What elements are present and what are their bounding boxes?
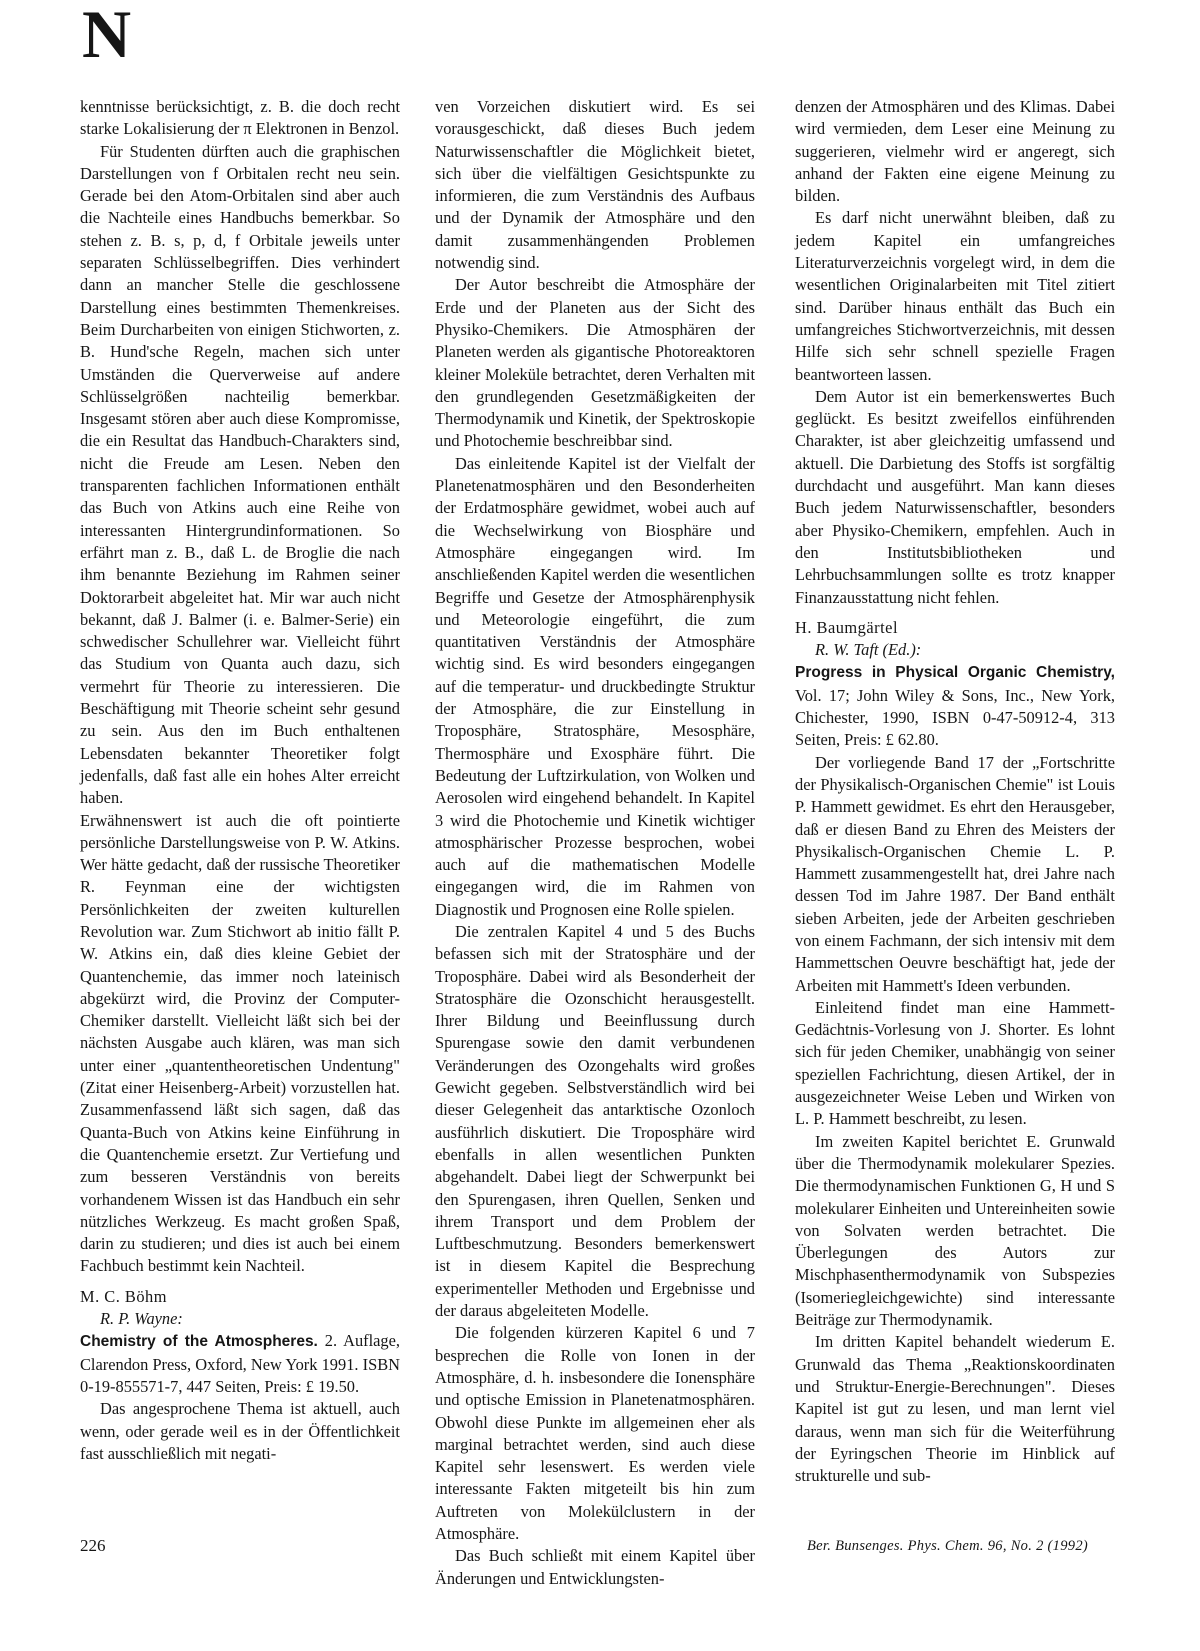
column-3 [795, 96, 1115, 1487]
paragraph: Für Studenten dürften auch die graphischen Darstellungen von f Orbitalen recht neu sein. Gerade bei den Atom-Orbitalen sind aber auch die Nachteile eines Handbuchs bemerkbar. So stehen z. B. s, p, d, f Orbitale jeweils unter separaten Schlüsselbegriffen. Dies verhindert dann an mancher Stelle die geschlossene Darstellung eines bestimmten Themenkreises. Beim Durcharbeiten von einigen Stichworten, z. B. Hund'sche Regeln, machen sich unter Umständen die Querverweise auf andere Schlüsselgrößen nachteilig bemerkbar. Insgesamt stören aber auch diese Kompromisse, die ein Resultat das Handbuch-Charakters sind, nicht die Freude am Lesen. Neben den transparenten fachlichen Informationen enthält das Buch von Atkins auch eine Reihe von interessanten Hintergrundinformationen. So erfährt man z. B., daß L. de Broglie die nach ihm benannte Beziehung im Rahmen seiner Doktorarbeit abgeleitet hat. Mir war auch nicht bekannt, daß J. Balmer (i. e. Balmer-Serie) ein schwedischer Schullehrer war. Vielleicht führt das Studium von Quanta auch dazu, sich vermehrt für Theorie zu interessieren. Die Beschäftigung mit Theorie scheint sehr gesund zu sein. Aus den im Buch enthaltenen Lebensdaten bekannter Theoretiker folgt jedenfalls, daß fast alle ein hohes Alter erreicht haben. [80, 141, 400, 808]
paragraph: Es darf nicht unerwähnt bleiben, daß zu jedem Kapitel ein umfangreiches Literaturverzeichnis vorgelegt wird, in dem die wesentlichen Originalarbeiten mit Titel zitiert sind. Darüber hinaus enthält das Buch ein umfangreiches Stichwortverzeichnis, mit dessen Hilfe sich sehr schnell spezielle Fragen beantworteen lassen. [795, 208, 1115, 384]
reviewer-signature: M. C. Böhm [80, 1286, 167, 1306]
reviewer-signature: H. Baumgärtel [795, 617, 898, 637]
paragraph: Das Buch schließt mit einem Kapitel über Änderungen und Entwicklungsten- [435, 1546, 755, 1588]
paragraph: kenntnisse berücksichtigt, z. B. die doch recht starke Lokalisierung der π Elektronen in Benzol. [80, 97, 400, 139]
paragraph: Das einleitende Kapitel ist der Vielfalt der Planetenatmosphären und den Besonderheiten der Erdatmosphäre gewidmet, wobei auch auf die Wechselwirkung von Biosphäre und Atmosphäre eingegangen wird. Im anschließenden Kapitel werden die wesentlichen Begriffe und Gesetze der Atmosphärenphysik und Meteorologie eingeführt, die zum quantitativen Verständnis der Atmosphäre wichtig sind. Es wird besonders eingegangen auf die temperatur- und druckbedingte Struktur der Atmosphäre, die zur Einstellung in Troposphäre, Stratosphäre, Mesosphäre, Thermosphäre und Exosphäre führt. Die Bedeutung der Luftzirkulation, von Wolken und Aerosolen wird eingehend behandelt. In Kapitel 3 wird die Photochemie und Kinetik wichtiger atmosphärischer Prozesse besprochen, wobei auch auf die mathematischen Modelle eingegangen wird, die im Rahmen von Diagnostik und Prognosen eine Rolle spielen. [435, 453, 755, 919]
book-details: 2. Auflage, Clarendon Press, Oxford, New York 1991. ISBN 0-19-855571-7, 447 Seiten, Preis: £ 19.50. [80, 1331, 400, 1396]
paragraph: Die folgenden kürzeren Kapitel 6 und 7 besprechen die Rolle von Ionen in der Atmosphäre, d. h. insbesondere die Ionensphäre und optische Emission in Planetenatmosphären. Obwohl diese Punkte im allgemeinen eher als marginal betrachtet werden, sind auch diese Kapitel sehr lesenswert. Es werden viele interessante Fakten mitgeteilt bis hin zum Auftreten von Molekülclustern in der Atmosphäre. [435, 1323, 755, 1543]
paragraph: Das angesprochene Thema ist aktuell, auch wenn, oder gerade weil es in der Öffentlichkeit fast ausschließlich mit negati- [80, 1399, 400, 1463]
column-2 [435, 96, 755, 1590]
paragraph: Der vorliegende Band 17 der „Fortschritte der Physikalisch-Organischen Chemie" ist Louis P. Hammett gewidmet. Es ehrt den Herausgeber, daß er diesen Band zu Ehren des Meisters der Physikalisch-Organischen Chemie L. P. Hammett zusammengestellt hat, drei Jahre nach dessen Tod im Jahre 1987. Der Band enthält sieben Arbeiten, jede der Arbeiten geschrieben von einem Fachmann, der sich intensiv mit dem Hammettschen Oeuvre beschäftigt hat, jede der Arbeiten mit Hammett's Ideen verbunden. [795, 752, 1115, 995]
book-author: R. W. Taft (Ed.): [815, 640, 922, 660]
paragraph: denzen der Atmosphären und des Klimas. Dabei wird vermieden, dem Leser eine Meinung zu suggerieren, vielmehr wird er angeregt, sich anhand der Fakten eine eigene Meinung zu bilden. [795, 97, 1115, 206]
journal-citation: Ber. Bunsenges. Phys. Chem. 96, No. 2 (1992) [806, 1538, 1088, 1554]
book-author: R. P. Wayne: [100, 1309, 183, 1329]
page-number: 226 [80, 1536, 106, 1555]
book-title: Chemistry of the Atmospheres. [80, 1333, 318, 1351]
paragraph: Der Autor beschreibt die Atmosphäre der Erde und der Planeten aus der Sicht des Physiko-Chemikers. Die Atmosphären der Planeten werden als gigantische Photoreaktoren kleiner Moleküle betrachtet, deren Verhalten mit den grundlegenden Gesetzmäßigkeiten der Thermodynamik und Kinetik, der Spektroskopie und Photochemie beschreibbar sind. [435, 275, 755, 451]
paragraph: Im dritten Kapitel behandelt wiederum E. Grunwald das Thema „Reaktionskoordinaten und Struktur-Energie-Berechnungen". Dieses Kapitel ist gut zu lesen, und man lernt viel daraus, wenn man sich für die Weiterführung der Eyringschen Theorie im Hinblick auf strukturelle und sub- [795, 1332, 1115, 1486]
paragraph: Erwähnenswert ist auch die oft pointierte persönliche Darstellungsweise von P. W. Atkins. Wer hätte gedacht, daß der russische Theoretiker R. Feynman eine der wichtigsten Persönlichkeiten der zweiten kulturellen Revolution war. Zum Stichwort ab initio fällt P. W. Atkins ein, daß dies kleine Gebiet der Quantenchemie, das immer noch lateinisch abgekürzt wird, die Provinz der Computer-Chemiker darstellt. Vielleicht läßt sich bei der nächsten Ausgabe auch klären, was man sich unter einer „quantentheoretischen Undentung" (Zitat einer Heisenberg-Arbeit) vorzustellen hat. Zusammenfassend läßt sich sagen, daß das Quanta-Buch von Atkins keine Einführung in die Quantenchemie ersetzt. Zur Vertiefung und zum besseren Verständnis von bereits vorhandenem Wissen ist das Handbuch ein sehr nützliches Werkzeug. Es macht großen Spaß, darin zu studieren; und dies ist auch bei einem Fachbuch bestimmt kein Nachteil. [80, 810, 400, 1276]
book-title: Progress in Physical Organic Chemistry, [795, 664, 1115, 682]
paragraph: Die zentralen Kapitel 4 und 5 des Buchs befassen sich mit der Stratosphäre und der Troposphäre. Dabei wird als Besonderheit der Stratosphäre die Ozonschicht herausgestellt. Ihrer Bildung und Beeinflussung durch Spurengase sowie den damit verbundenen Veränderungen des Ozongehalts wird großes Gewicht gegeben. Selbstverständlich wird bei dieser Gelegenheit das antarktische Ozonloch ausführlich diskutiert. Die Troposphäre wird ebenfalls in allen wesentlichen Punkten abgehandelt. Dabei liegt der Schwerpunkt bei den Spurengasen, ihren Quellen, Senken und ihrem Transport und dem Problem der Luftbeschmutzung. Besonders bemerkenswert ist in diesem Kapitel die Besprechung experimenteller Methoden und Ergebnisse und der daraus abgeleiteten Modelle. [435, 921, 755, 1321]
review-heading [80, 1308, 400, 1398]
column-1 [80, 96, 400, 1465]
paragraph: Einleitend findet man eine Hammett-Gedächtnis-Vorlesung von J. Shorter. Es lohnt sich für jeden Chemiker, unabhängig von seiner speziellen Fachrichtung, diesen Artikel, der in ausgezeichneter Weise Leben und Wirken von L. P. Hammett beschreibt, zu lesen. [795, 997, 1115, 1129]
section-letter: N [82, 0, 132, 72]
paragraph: Im zweiten Kapitel berichtet E. Grunwald über die Thermodynamik molekularer Spezies. Die thermodynamischen Funktionen G, H und S molekularer Einheiten und Untereinheiten sowie von Solvaten werden betrachtet. Die Überlegungen des Autors zur Mischphasenthermodynamik von Subspezies (Isomeriegleichgewichte) sind interessante Beiträge zur Thermodynamik. [795, 1131, 1115, 1330]
book-details: Vol. 17; John Wiley & Sons, Inc., New York, Chichester, 1990, ISBN 0-47-50912-4, 313 Seiten, Preis: £ 62.80. [795, 685, 1115, 750]
paragraph: Dem Autor ist ein bemerkenswertes Buch geglückt. Es besitzt zweifellos einführenden Charakter, ist aber gleichzeitig umfassend und aktuell. Die Darbietung des Stoffs ist sorgfältig durchdacht und ausgeführt. Man kann dieses Buch jedem Naturwissenschaftler, besonders aber Physiko-Chemikern, empfehlen. Auch in den Institutsbibliotheken und Lehrbuchsammlungen sollte es trotz knapper Finanzausstattung nicht fehlen. [795, 386, 1115, 607]
paragraph: ven Vorzeichen diskutiert wird. Es sei vorausgeschickt, daß dieses Buch jedem Naturwissenschaftler die Möglichkeit bietet, sich über die vielfältigen Gesichtspunkte zu informieren, die zum Verständnis des Aufbaus und der Dynamik der Atmosphäre und den damit zusammenhängenden Problemen notwendig sind. [435, 97, 755, 273]
review-heading [795, 639, 1115, 751]
